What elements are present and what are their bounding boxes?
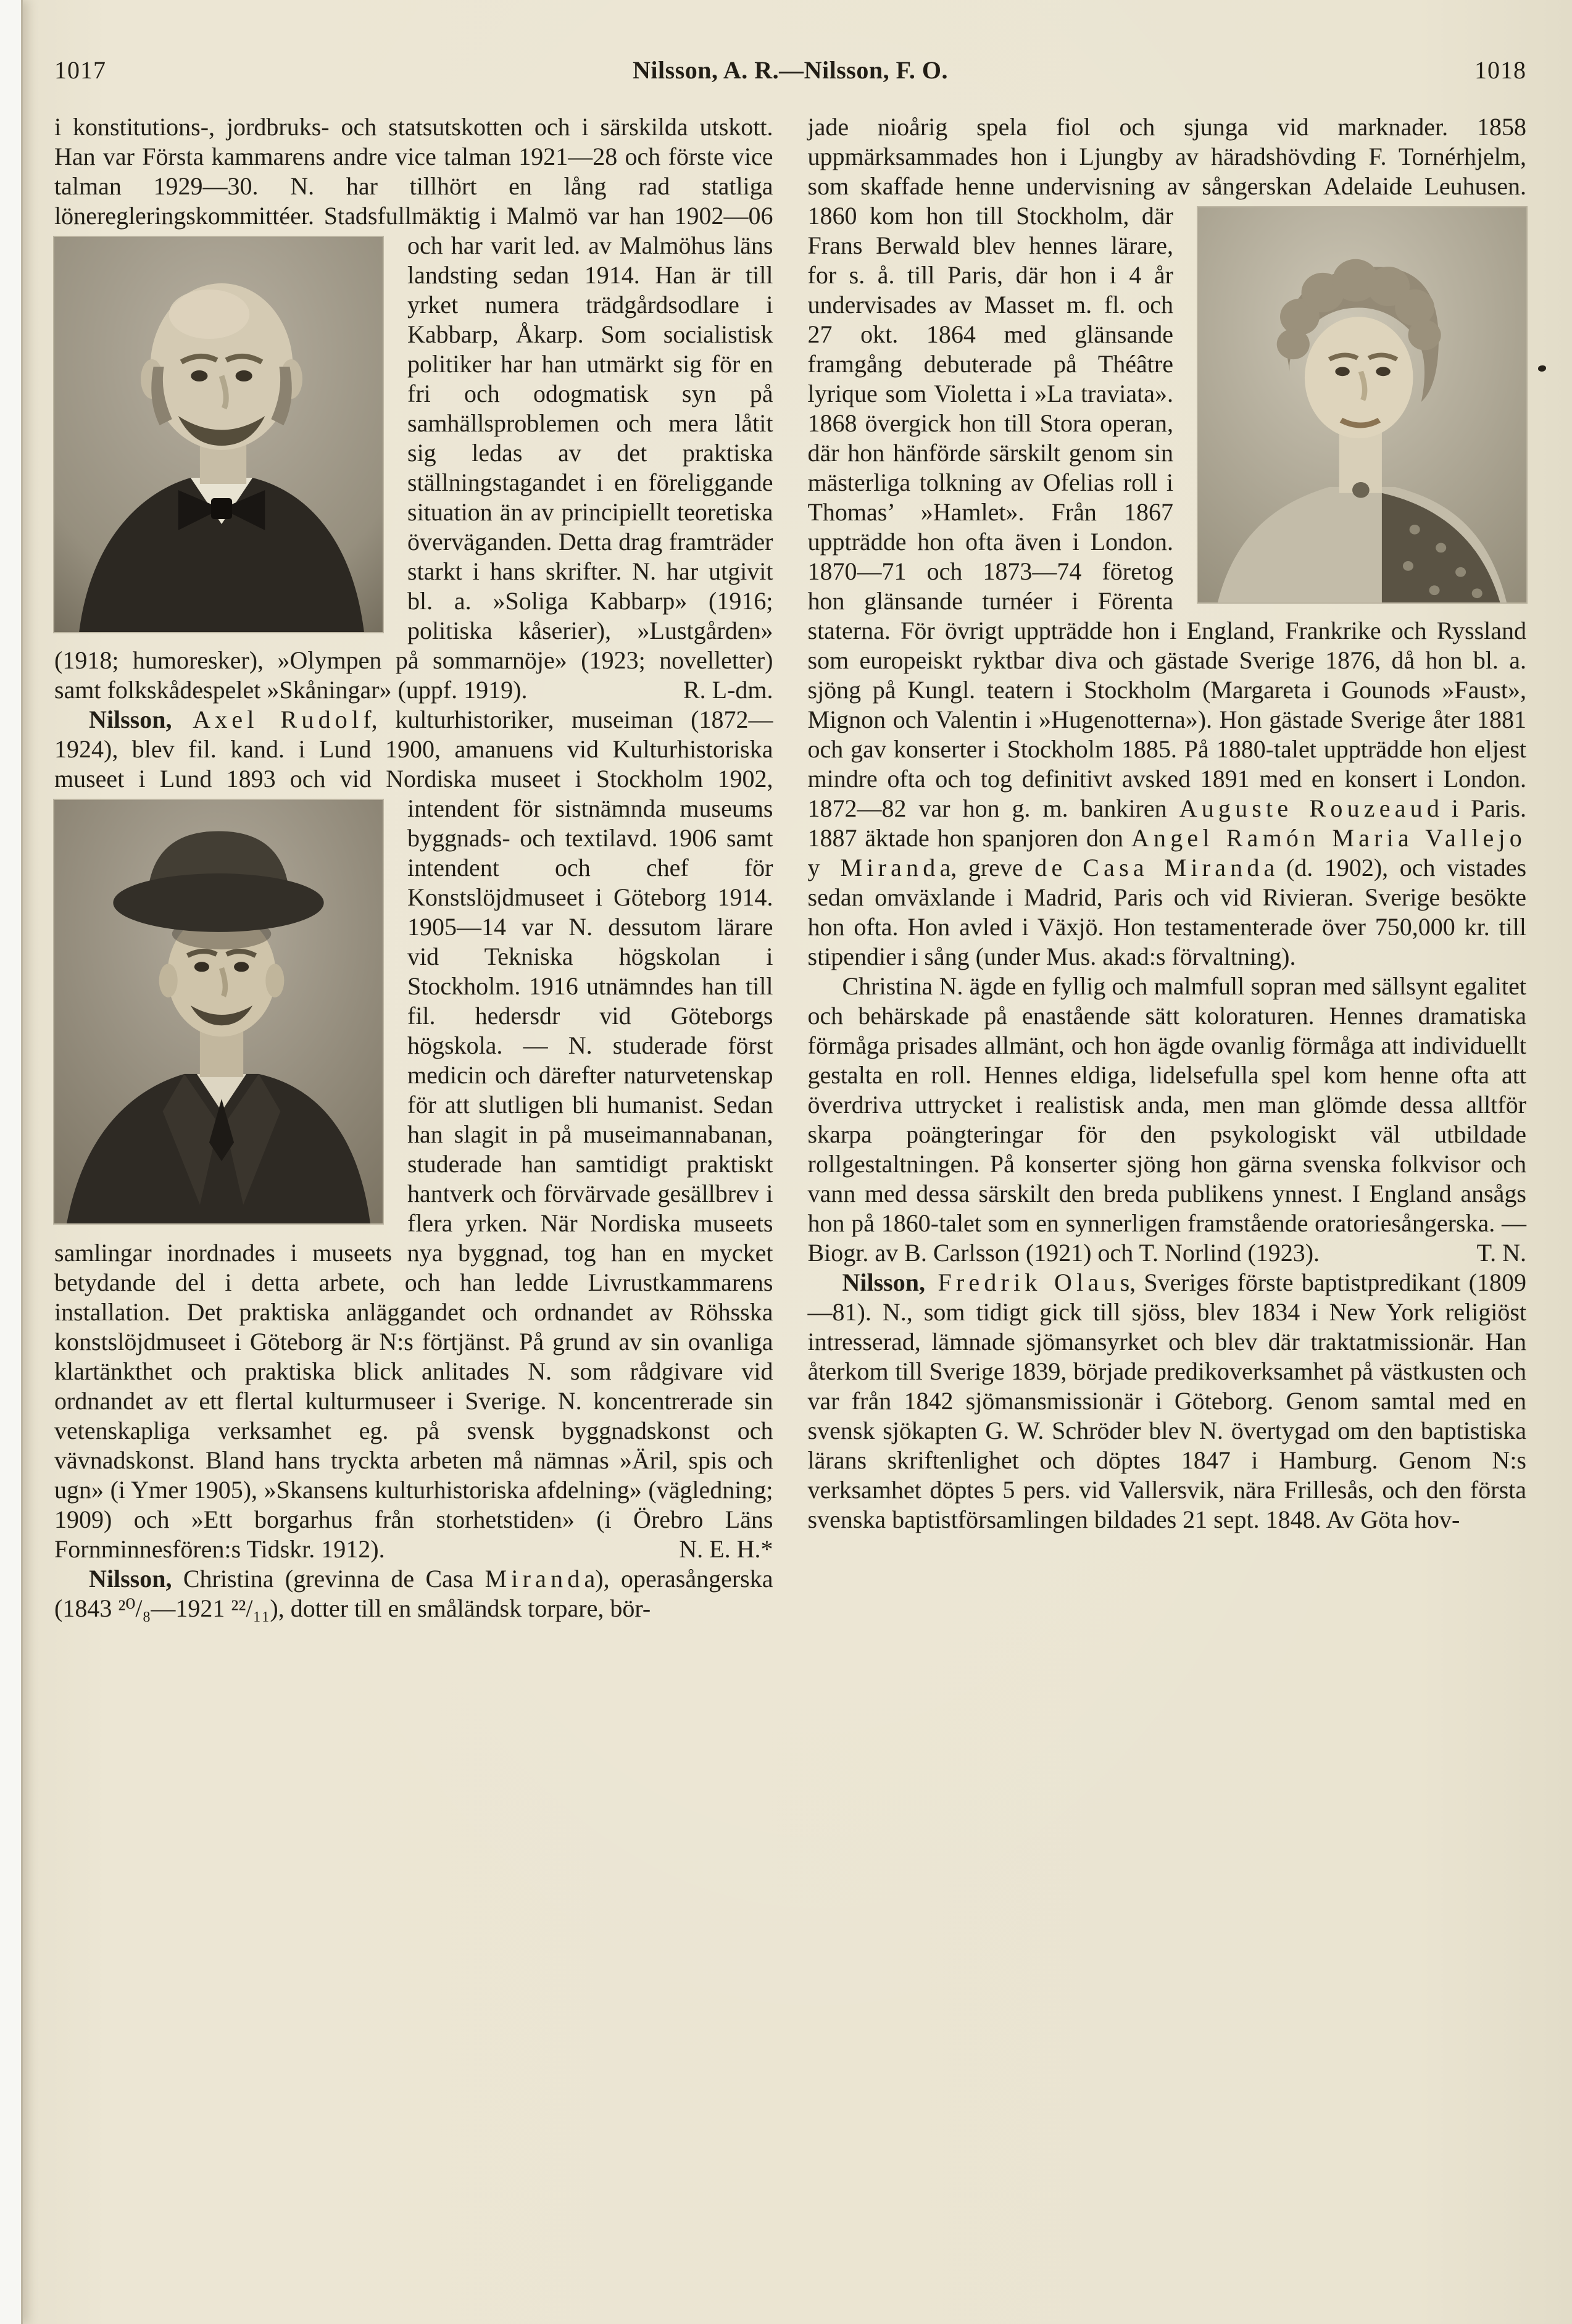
scan-page-edge <box>0 0 23 2324</box>
running-head <box>54 57 1526 84</box>
spaced-name: Auguste Rouzeaud <box>1179 794 1444 822</box>
entry-headword: Nilsson, <box>842 1268 925 1296</box>
entry-text: Christina N. ägde en fyllig och malmfull sopran med sällsynt egalitet och behärskade på enastående sätt koloraturen. Hennes dramatiska förmåga prisades allmänt, och hon ägde ovanlig förmåga att individuellt gestalta en roll. Hennes eldiga, lidelsefulla spel kom henne ofta att överdriva uttrycket i realistisk anda, men man glömde dessa alltför skarpa poängteringar för den psykologiskt väl utbildade rollgestaltningen. På konserter sjöng hon gärna svenska folkvisor och vann med dessa särskilt den breda publikens ynnest. I England ansågs hon på 1860-talet som en synnerligen framstående oratoriesångerska. — Biogr. av B. Carlsson (1921) och T. Norlind (1923). <box>807 972 1526 1267</box>
author-signature: R. L-dm. <box>683 676 773 704</box>
entry-text: jade nioårig spela fiol och sjunga vid marknader. 1858 uppmärksammades hon i Ljungby av häradshövding F. Tornérhjelm, som skaffade henne undervisning av sångerskan <box>807 113 1526 200</box>
entry-headword: Nilsson, <box>89 706 172 733</box>
left-column <box>54 112 773 1623</box>
entry-text: Christina (grevinna de Casa <box>172 1565 485 1593</box>
author-signature: N. E. H.* <box>679 1535 773 1563</box>
portrait-illustration-bald-man <box>54 237 383 632</box>
portrait-illustration-woman <box>1198 207 1526 602</box>
book-page <box>54 57 1526 1623</box>
entry-text: Adelaide Leuhusen. 1860 kom hon till Stockholm, där Frans Berwald blev hennes lärare, for s. å. till Paris, där hon i 4 år undervisades av Masset m. fl. och 27 okt. 1864 med glänsande framgång debuterade på Théâtre lyrique som Violetta i »La traviata». 1868 övergick hon till Stora operan, där hon hänförde särskilt genom sin mästerliga tolkning av Ofelias roll i Thomas’ »Hamlet». Från 1867 uppträdde hon ofta även i London. 1870—71 och 1873—74 företog hon glänsande turnéer i Förenta staterna. För övrigt uppträdde hon i England, Frankrike och Ryssland som europeiskt ryktbar diva och gästade Sverige 1876, då hon bl. a. sjöng på Kungl. teatern i Stockholm (Margareta i Gounods »Faust», Mignon och Valentin i »Hugenotterna»). Hon gästade Sverige åter 1881 och gav konserter i Stockholm 1885. På 1880-talet uppträdde hon eljest mindre ofta och tog definitivt avsked 1891 med en konsert i London. 1872—82 var hon g. m. bankiren <box>807 172 1526 822</box>
entry-text: ), operasångerska (1843 ²⁰/₈—1921 ²²/₁₁), dotter till en småländsk torpare, bör- <box>54 1565 773 1622</box>
right-column <box>808 112 1527 1623</box>
entry-text: , greve <box>950 854 1035 881</box>
entry-text: , Sveriges förste baptistpredikant (1809—81). N., som tidigt gick till sjöss, blev 1834 i New York religiöst intresserad, lämnade sjömansyrket och blev där traktatmissionär. Han återkom till Sverige 1839, började predikoverksamhet på västkusten och var från 1842 sjömansmissionär i Göteborg. Genom samtal med en svensk sjökapten G. W. Schröder blev N. övertygad om den baptistiska lärans skriftenlighet och döptes 1847 i Hamburg. Genom N:s verksamhet döptes 5 pers. vid Vallersvik, nära Frillesås, och den första svenska baptistförsamlingen bildades 21 sept. 1848. Av Göta hov- <box>807 1268 1526 1533</box>
two-column-text <box>54 112 1526 1623</box>
page-number-left: 1017 <box>54 56 106 84</box>
spaced-name: de Casa Miranda <box>1034 854 1279 881</box>
entry-headword: Nilsson, <box>89 1565 172 1593</box>
entry-christina-appraisal <box>808 972 1527 1268</box>
entry-text: , kulturhistoriker, museiman (1872—1924), blev fil. kand. i Lund 1900, amanuens vid Kulturhistoriska museet i Lund 1893 och vid Nordiska museet i Stockholm 1902, intendent <box>54 706 773 822</box>
spaced-name: Axel Rudolf <box>172 706 376 733</box>
entry-christina-nilsson-continuation <box>808 112 1527 972</box>
entry-text: (d. 1902), och vistades sedan omväxlande i Madrid, Paris och vid Rivieran. Sverige besökte hon ofta. Hon avled i Växjö. Hon testamenterade över 750,000 kr. till stipendier i sång (under Mus. akad:s förvaltning). <box>807 854 1527 970</box>
entry-christina-nilsson-start <box>54 1564 773 1623</box>
spaced-name: Miranda <box>484 1565 600 1593</box>
ink-speck <box>1538 365 1546 372</box>
author-signature: T. N. <box>1476 1239 1526 1267</box>
running-title: Nilsson, A. R.—Nilsson, F. O. <box>633 56 948 84</box>
entry-text: i Paris. 1887 äktade hon spanjoren don <box>807 794 1526 852</box>
entry-fredrik-olaus-nilsson <box>808 1268 1527 1535</box>
spaced-name: Angel Ramón Maria Vallejo y Miranda <box>807 824 1526 881</box>
page-number-right: 1018 <box>1474 56 1526 84</box>
entry-text: för sistnämnda museums byggnads- och textilavd. 1906 samt intendent och chef för Konstslöjdmuseet i Göteborg 1914. 1905—14 var N. dessutom lärare vid Tekniska högskolan i Stockholm. 1916 utnämndes han till fil. hedersdr vid Göteborgs högskola. — N. studerade först medicin och därefter naturvetenskap för att slutligen bli humanist. Sedan han slagit in på museimannabanan, studerade han samtidigt praktiskt hantverk och förvärvade gesällbrev i flera yrken. När Nordiska museets samlingar inordnades i museets nya byggnad, tog han en mycket betydande del i detta arbete, och han ledde Livrustkammarens installation. Det praktiska anläggandet och ordnandet av Röhsska konstslöjdmuseet i Göteborg är N:s förtjänst. På grund av sin ovanliga klartänkthet och praktiska blick anlitades N. som rådgivare vid ordnandet av ett flertal kulturmuseer i Sverige. N. koncentrerade sin vetenskapliga verksamhet eg. på svensk byggnadskonst och vävnadskonst. Bland hans tryckta arbeten må nämnas »Äril, spis och ugn» (i Ymer 1905), »Skansens kulturhistoriska afdelning» (vägledning; 1909) och »Ett borgarhus från storhetstiden» (i Örebro Läns Fornminnesfören:s Tidskr. 1912). <box>54 794 773 1563</box>
spaced-name: Fredrik Olaus <box>925 1268 1134 1296</box>
entry-text: 1902—06 och har varit led. av Malmöhus läns landsting sedan 1914. Han är till yrket numera trädgårdsodlare i Kabbarp, Åkarp. Som socialistisk politiker har han utmärkt sig för en fri och odogmatisk syn på samhällsproblemen och mera låtit sig ledas av det praktiska ställningstagandet i en föreliggande situation än av principiellt teoretiska överväganden. Detta drag framträder starkt i hans skrifter. N. har utgivit bl. a. »Soliga Kabbarp» (1916; politiska kåserier), »Lustgården» (1918; humoresker), »Olympen på sommarnöje» (1923; novelletter) samt folkskådespelet »Skåningar» (uppf. 1919). <box>54 202 773 704</box>
portrait-photo-christina-nilsson <box>1198 207 1526 602</box>
entry-text: i konstitutions-, jordbruks- och statsutskotten och i särskilda utskott. Han var Första kammarens andre vice talman 1921—28 och förste vice talman 1929—30. N. har tillhört en lång rad statliga löneregleringskommittéer. Stadsfullmäktig i Malmö var han <box>54 113 773 230</box>
entry-axel-rudolf-nilsson <box>54 705 773 1564</box>
portrait-photo-ar-nilsson <box>54 237 383 632</box>
portrait-photo-axel-rudolf-nilsson <box>54 800 383 1223</box>
portrait-illustration-man-with-hat <box>54 800 383 1223</box>
entry-continuation-ar-nilsson <box>54 112 773 705</box>
